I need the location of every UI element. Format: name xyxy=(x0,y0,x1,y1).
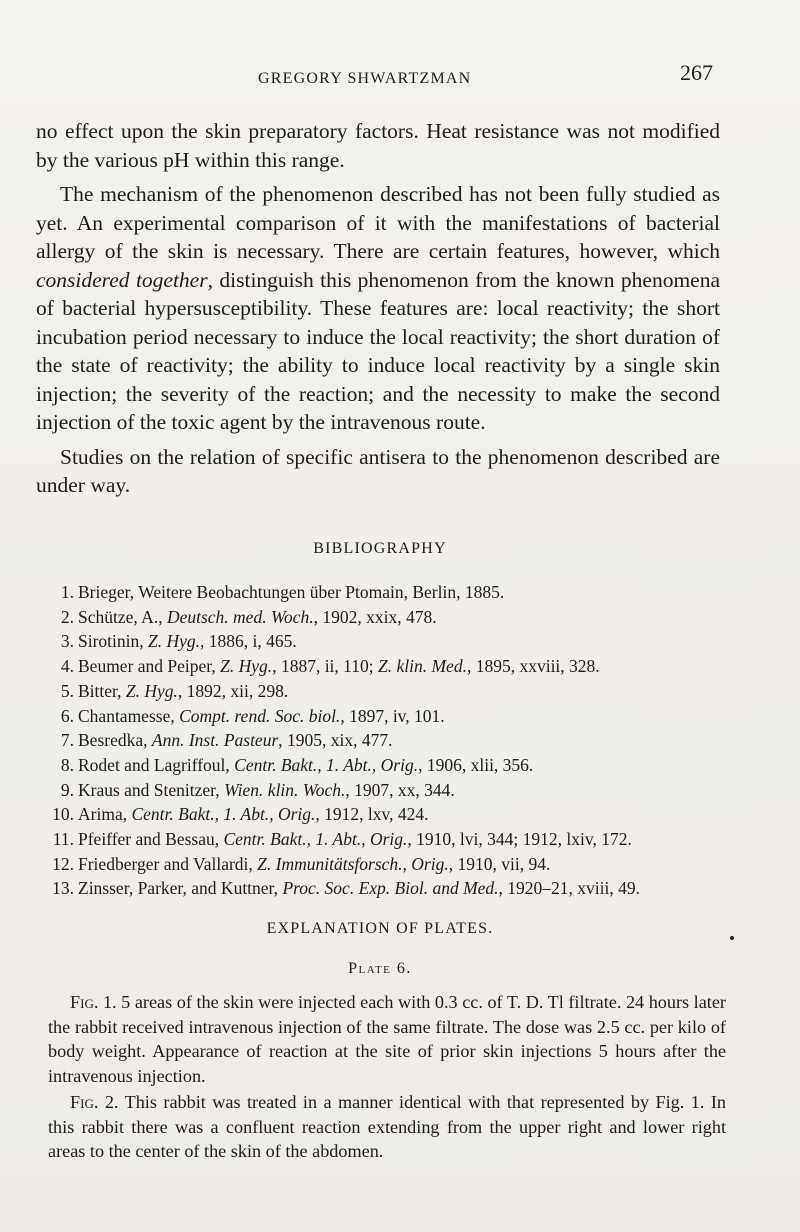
bibliography-entry-author: Sirotinin, xyxy=(78,631,149,652)
bibliography-entry-author: Zinsser, Parker, and Kuttner, xyxy=(78,878,283,899)
bibliography-entry xyxy=(44,580,764,605)
bibliography-entry-citation: , 1886, i, 465. xyxy=(200,631,297,652)
bibliography-entry xyxy=(44,679,764,704)
bibliography-entry-author: Chantamesse, xyxy=(78,705,180,726)
bibliography-entry-text xyxy=(78,679,288,704)
bibliography-entry-text xyxy=(78,605,437,630)
bibliography-entry-number: 4. xyxy=(60,656,74,677)
bibliography-entry-citation: , 1910, lvi, 344; 1912, lxiv, 172. xyxy=(407,829,632,850)
running-head: GREGORY SHWARTZMAN xyxy=(258,70,472,87)
bibliography-entry-journal: Centr. Bakt., 1. Abt., Orig. xyxy=(223,829,408,850)
emphasis-considered-together: considered together xyxy=(36,267,208,292)
bibliography-entry xyxy=(44,629,764,654)
bibliography-entry-number: 7. xyxy=(60,730,74,751)
bibliography-entry-text xyxy=(78,654,600,679)
bibliography-entry-author: Arima, xyxy=(78,804,132,825)
bibliography-entry-number: 11. xyxy=(52,829,74,850)
bibliography-entry-citation: , 1892, xii, 298. xyxy=(177,680,289,701)
bibliography-entry-journal: Z. Hyg. xyxy=(148,631,201,652)
figure-1-text: 5 areas of the skin were injected each with 0.3 cc. of T. D. Tl filtrate. 24 hours later the rabbit received intravenous injection of the same filtrate. The dose was 2.5 cc. per kilo of body weight. Appearance of reaction at the site of prior skin injections 5 hours after the intravenous injection. xyxy=(48,992,726,1086)
bibliography-entry-citation: , 1912, lxv, 424. xyxy=(315,804,429,825)
figure-1-caption xyxy=(48,990,726,1088)
bibliography-heading: BIBLIOGRAPHY xyxy=(313,540,447,557)
bibliography-entry xyxy=(44,876,764,901)
bibliography-entry-journal: Z. Immunitätsforsch., Orig. xyxy=(257,853,449,874)
figure-2-caption xyxy=(48,1090,726,1164)
bibliography-entry-author: Schütze, A., xyxy=(78,606,167,627)
bibliography-entry xyxy=(44,654,764,679)
bibliography-entry xyxy=(44,802,764,827)
bibliography-entry-text xyxy=(78,580,504,605)
bibliography-entry-citation: , 1902, xxix, 478. xyxy=(313,606,437,627)
bibliography-list xyxy=(44,580,764,901)
bibliography-entry-number: 9. xyxy=(60,779,74,800)
bibliography-entry-journal: Z. Hyg. xyxy=(220,656,273,677)
paragraph-2 xyxy=(36,180,720,437)
bibliography-entry-journal: Wien. klin. Woch. xyxy=(224,779,346,800)
page-number: 267 xyxy=(680,60,713,85)
bibliography-entry xyxy=(44,605,764,630)
bibliography-entry xyxy=(44,728,764,753)
bibliography-entry-journal: Ann. Inst. Pasteur xyxy=(151,730,279,751)
bibliography-entry-text xyxy=(78,704,445,729)
bibliography-entry-text xyxy=(78,827,632,852)
bibliography-entry-citation: , 1910, vii, 94. xyxy=(448,853,551,874)
bibliography-entry-author: Kraus and Stenitzer, xyxy=(78,779,225,800)
bibliography-entry xyxy=(44,852,764,877)
bibliography-entry-author: Bitter, xyxy=(78,680,126,701)
bibliography-entry-number: 10. xyxy=(52,804,74,825)
paragraph-1: no effect upon the skin preparatory factors. Heat resistance was not modified by the various pH within this range. xyxy=(36,119,720,172)
explanation-heading: EXPLANATION OF PLATES. xyxy=(266,920,494,937)
bibliography-entry-journal: Deutsch. med. Woch. xyxy=(166,606,314,627)
bibliography-entry-journal: Proc. Soc. Exp. Biol. and Med. xyxy=(282,878,499,899)
body-text xyxy=(36,117,720,500)
bibliography-entry xyxy=(44,778,764,803)
bibliography-entry-citation: , 1905, xix, 477. xyxy=(278,730,393,751)
paragraph-3: Studies on the relation of specific antisera to the phenomenon described are under way. xyxy=(36,444,720,497)
bibliography-entry-number: 1. xyxy=(60,582,74,602)
bibliography-entry-text xyxy=(78,778,455,803)
figure-2-text: This rabbit was treated in a manner identical with that represented by Fig. 1. In this rabbit there was a confluent reaction extending from the upper right and lower right areas to the center of the skin of the abdomen. xyxy=(48,1092,726,1161)
bibliography-entry-citation: , 1887, ii, 110; xyxy=(272,656,378,677)
ink-speck xyxy=(730,936,734,940)
bibliography-entry-citation: , 1897, iv, 101. xyxy=(340,705,445,726)
bibliography-entry xyxy=(44,753,764,778)
figure-captions xyxy=(48,990,726,1166)
bibliography-entry-number: 2. xyxy=(60,606,74,627)
bibliography-entry-journal: Z. klin. Med. xyxy=(378,656,467,677)
bibliography-entry-author: Pfeiffer and Bessau, xyxy=(78,829,224,850)
paragraph-2-start: The mechanism of the phenomenon described has not been fully studied as yet. An experimental comparison of it with the manifestations of bacterial allergy of the skin is necessary. There are certain features, however, which xyxy=(36,182,720,263)
bibliography-entry-citation: , 1907, xx, 344. xyxy=(345,779,455,800)
figure-2-label: Fig. 2. xyxy=(70,1092,119,1112)
bibliography-entry-journal: Z. Hyg. xyxy=(125,680,178,701)
bibliography-entry-journal: Centr. Bakt., 1. Abt., Orig. xyxy=(131,804,316,825)
bibliography-entry-author: Rodet and Lagriffoul, xyxy=(78,754,235,775)
plate-heading: Plate 6. xyxy=(348,960,412,977)
figure-1-label: Fig. 1. xyxy=(70,992,117,1012)
bibliography-entry-citation: , 1906, xlii, 356. xyxy=(418,754,534,775)
bibliography-entry-number: 8. xyxy=(60,754,74,775)
bibliography-entry-number: 3. xyxy=(60,631,74,652)
bibliography-entry-text xyxy=(78,852,550,877)
bibliography-entry-journal: Centr. Bakt., 1. Abt., Orig. xyxy=(234,754,419,775)
bibliography-entry-number: 12. xyxy=(52,853,74,874)
bibliography-entry-text xyxy=(78,802,429,827)
bibliography-entry-citation: , 1920–21, xviii, 49. xyxy=(498,878,641,899)
bibliography-entry-journal: Compt. rend. Soc. biol. xyxy=(179,705,341,726)
bibliography-entry-number: 13. xyxy=(52,878,74,899)
bibliography-entry-author: Friedberger and Vallardi, xyxy=(78,853,258,874)
bibliography-entry-text xyxy=(78,876,640,901)
bibliography-entry-number: 5. xyxy=(60,680,74,701)
bibliography-entry xyxy=(44,827,764,852)
paragraph-2-end: , distinguish this phenomenon from the known phenomena of bacterial hypersusceptibility. These features are: local reactivity; the short incubation period necessary to induce the local reactivity; the short duration of the state of reactivity; the ability to induce local reactivity by a single skin injection; the severity of the reaction; and the necessity to make the second injection of the toxic agent by the intravenous route. xyxy=(36,267,720,434)
bibliography-entry-number: 6. xyxy=(60,705,74,726)
bibliography-entry-author: Brieger, Weitere Beobachtungen über Ptomain, Berlin, 1885. xyxy=(78,582,505,602)
bibliography-entry-text xyxy=(78,753,533,778)
bibliography-entry-citation: , 1895, xxviii, 328. xyxy=(466,656,600,677)
bibliography-entry-author: Besredka, xyxy=(78,730,152,751)
bibliography-entry-text xyxy=(78,629,297,654)
bibliography-entry-author: Beumer and Peiper, xyxy=(78,656,221,677)
bibliography-entry-text xyxy=(78,728,393,753)
bibliography-entry xyxy=(44,704,764,729)
